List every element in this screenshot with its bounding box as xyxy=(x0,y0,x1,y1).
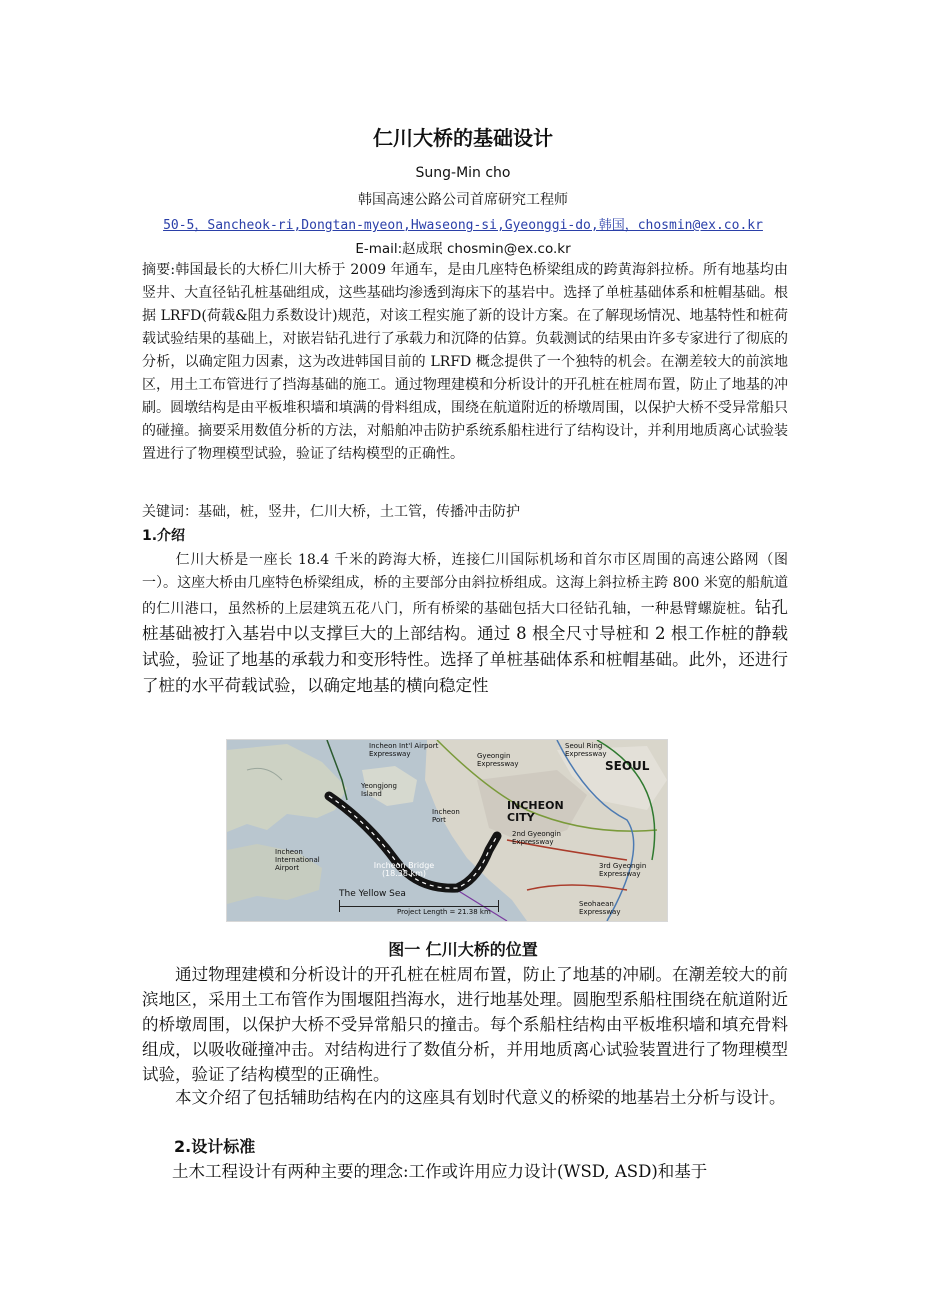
label-seoul: SEOUL xyxy=(605,759,650,773)
author-affiliation: 韩国高速公路公司首席研究工程师 xyxy=(358,192,568,208)
section-2-paragraph xyxy=(142,1159,788,1184)
label-3rd-gyeongin: 3rd Gyeongin Expressway xyxy=(599,862,647,878)
figure-caption: 图一 仁川大桥的位置 xyxy=(388,940,538,959)
label-2nd-gyeongin: 2nd Gyeongin Expressway xyxy=(512,830,561,846)
author-name: Sung-Min cho xyxy=(415,165,511,181)
abstract-paragraph: 摘要:韩国最长的大桥仁川大桥于 2009 年通车，是由几座特色桥梁组成的跨黄海斜拉桥。所有地基均由竖井、大直径钻孔桩基础组成，这些基础均渗透到海床下的基岩中。选择了单桩基础体系和桩帽基础。根据 LRFD(荷载&阻力系数设计)规范，对该工程实施了新的设计方案。在了解现场情况、地基特性和桩荷载试验结果的基础上，对嵌岩钻孔进行了承载力和沉降的估算。负载测试的结果由许多专家进行了彻底的分析，以确定阻力因素，这为改进韩国目前的 LRFD 概念提供了一个独特的机会。在潮差较大的前滨地区，用土工布管进行了挡海基础的施工。通过物理建模和分析设计的开孔桩在桩周布置，防止了地基的冲刷。圆墩结构是由平板堆积墙和填满的骨料组成，围绕在航道附近的桥墩周围，以保护大桥不受异常船只的碰撞。摘要采用数值分析的方法，对船舶冲击防护系统系船柱进行了结构设计，并利用地质离心试验装置进行了物理模型试验，验证了结构模型的正确性。 xyxy=(142,262,788,462)
keywords-line: 关键词：基础，桩，竖井，仁川大桥，土工管，传播冲击防护 xyxy=(142,504,520,520)
label-project-length: Project Length = 21.38 km xyxy=(397,908,491,916)
label-gyeongin: Gyeongin Expressway xyxy=(477,752,519,768)
label-yellow-sea: The Yellow Sea xyxy=(339,889,406,899)
author-email: E-mail:赵成珉 chosmin@ex.co.kr xyxy=(355,241,571,257)
label-incheon-port: Incheon Port xyxy=(432,808,460,824)
label-incheon-bridge: Incheon Bridge (18.38 km) xyxy=(373,861,435,878)
intro-text-a: 仁川大桥是一座长 18.4 千米的跨海大桥，连接仁川国际机场和首尔市区周围的高速公路网（图一）。这座大桥由几座特色桥梁组成，桥的主要部分由斜拉桥组成。这海上斜拉桥主跨 800 米宽的船航道的仁川港口，虽然桥的上层建筑五花八门，所有桥梁的基础包括大口径钻孔轴，一种悬臂螺旋桩。 xyxy=(142,552,788,617)
label-seoul-ring: Seoul Ring Expressway xyxy=(565,742,607,758)
intro-text-b: 钻孔桩基础被打入基岩中以支撑巨大的上部结构。通过 8 根全尺寸导桩和 2 根工作桩的静载试验，验证了地基的承载力和变形特性。选择了单桩基础体系和桩帽基础。此外，还进行了桩的水平荷载试验，以确定地基的横向稳定性 xyxy=(142,598,788,695)
label-incheon-city: INCHEON CITY xyxy=(507,799,564,824)
section-1-heading: 1.介绍 xyxy=(142,528,186,544)
label-seohaean: Seohaean Expressway xyxy=(579,900,621,916)
body-paragraph-2 xyxy=(142,1085,788,1110)
body-paragraph-2-text: 本文介绍了包括辅助结构在内的这座具有划时代意义的桥梁的地基岩土分析与设计。 xyxy=(175,1088,786,1107)
bridge-location-map xyxy=(226,739,668,922)
body-paragraph-1 xyxy=(142,962,788,1087)
paper-title: 仁川大桥的基础设计 xyxy=(373,126,553,150)
author-address-link[interactable]: 50-5，Sancheok-ri,Dongtan-myeon,Hwaseong-si,Gyeonggi-do,韩国，chosmin@ex.co.kr xyxy=(163,218,763,233)
body-paragraph-1-text: 通过物理建模和分析设计的开孔桩在桩周布置，防止了地基的冲刷。在潮差较大的前滨地区，采用土工布管作为围堰阻挡海水，进行地基处理。圆胞型系船柱围绕在航道附近的桥墩周围，以保护大桥不受异常船只的撞击。每个系船柱结构由平板堆积墙和填充骨料组成，以吸收碰撞冲击。对结构进行了数值分析，并用地质离心试验装置进行了物理模型试验，验证了结构模型的正确性。 xyxy=(142,965,788,1084)
label-airport-expressway: Incheon Int'l Airport Expressway xyxy=(369,742,439,758)
label-yeongjong: Yeongjong Island xyxy=(361,782,397,798)
label-airport: Incheon International Airport xyxy=(275,848,320,872)
intro-paragraph xyxy=(142,549,788,699)
section-2-text: 土木工程设计有两种主要的理念:工作或许用应力设计(WSD, ASD)和基于 xyxy=(172,1162,708,1181)
section-2-heading: 2.设计标准 xyxy=(174,1137,256,1156)
